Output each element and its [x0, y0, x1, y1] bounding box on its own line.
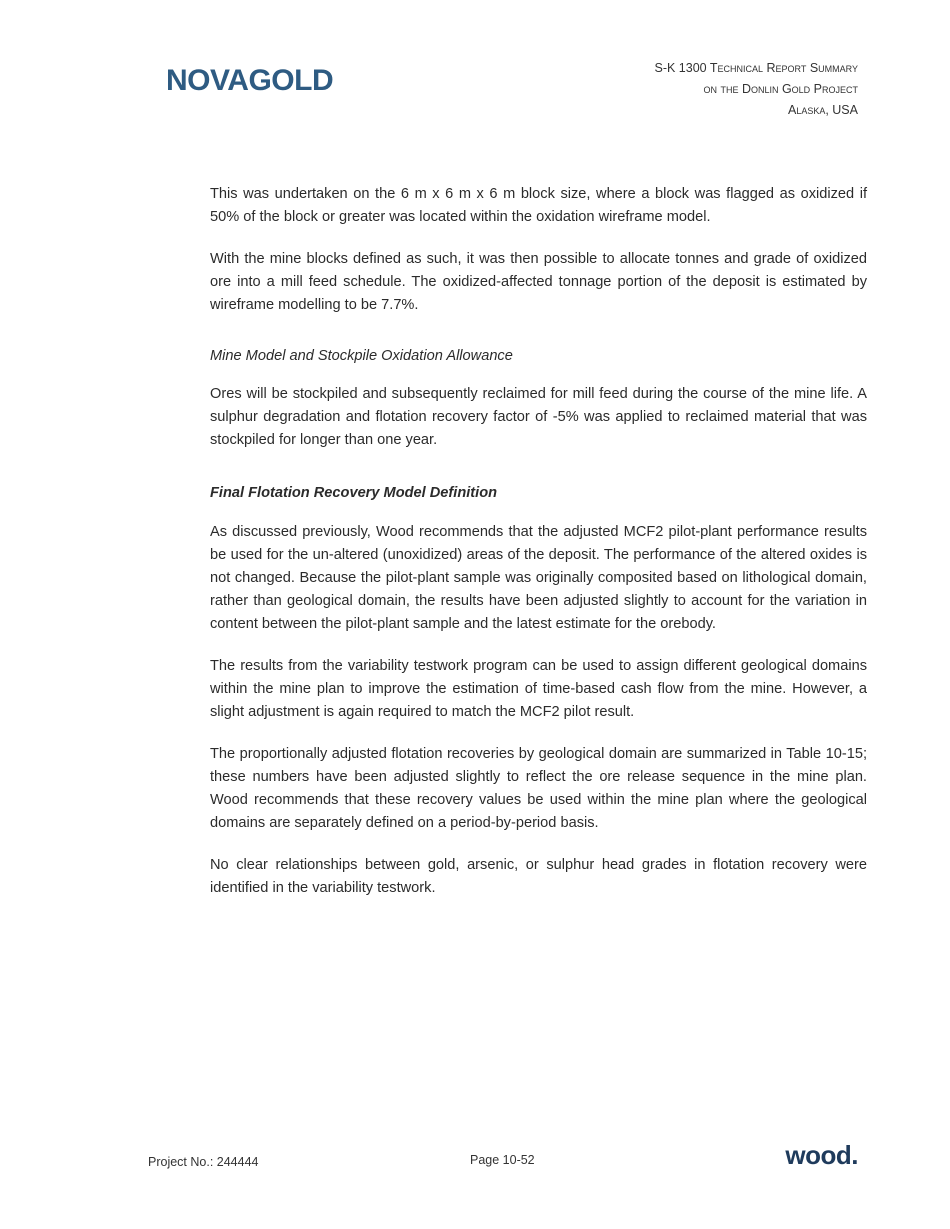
paragraph-adjusted-recoveries: The proportionally adjusted flotation recoveries by geological domain are summarized in Table 10-15; these numbers have been adjusted slightly to reflect the ore release sequence in the mine plan. Wood recommends that these recovery values be used within the mine plan where the geological domains are separately defined on a period-by-period basis.: [210, 746, 867, 831]
header-title-line3: Alaska, USA: [787, 103, 858, 117]
paragraph-variability: The results from the variability testwork program can be used to assign different geological domains within the mine plan to improve the estimation of time-based cash flow from the mine. However, a slight adjustment is again required to match the MCF2 pilot result.: [210, 658, 867, 720]
header-title-line2: on the Donlin Gold Project: [703, 82, 858, 96]
header-title-line1: S-K 1300 Technical Report Summary: [654, 61, 858, 75]
paragraph-stockpile: Ores will be stockpiled and subsequently reclaimed for mill feed during the course of the mine life. A sulphur degradation and flotation recovery factor of -5% was applied to reclaimed material that was stockpiled for longer than one year.: [210, 386, 867, 448]
page-body: [210, 183, 867, 919]
paragraph-block-size: This was undertaken on the 6 m x 6 m x 6 m block size, where a block was flagged as oxidized if 50% of the block or greater was located within the oxidation wireframe model.: [210, 186, 867, 225]
subheading-final-recovery: Final Flotation Recovery Model Definition: [210, 485, 498, 501]
paragraph-no-relationships: No clear relationships between gold, arsenic, or sulphur head grades in flotation recovery were identified in the variability testwork.: [210, 857, 867, 896]
paragraph-mine-blocks: With the mine blocks defined as such, it was then possible to allocate tonnes and grade of oxidized ore into a mill feed schedule. The oxidized-affected tonnage portion of the deposit is estimated by wireframe modelling to be 7.7%.: [210, 251, 867, 313]
subheading-stockpile-oxidation: Mine Model and Stockpile Oxidation Allowance: [210, 348, 513, 364]
novagold-logo: NOVAGOLD: [166, 64, 334, 97]
report-header: [655, 58, 859, 121]
wood-logo: wood.: [785, 1140, 858, 1170]
footer-project-number: Project No.: 244444: [148, 1155, 259, 1169]
paragraph-pilot-plant: As discussed previously, Wood recommends that the adjusted MCF2 pilot-plant performance results be used for the un-altered (unoxidized) areas of the deposit. The performance of the altered oxides is not changed. Because the pilot-plant sample was originally composited based on lithological domain, rather than geological domain, the results have been adjusted slightly to account for the variation in content between the pilot-plant sample and the latest estimate for the orebody.: [210, 524, 867, 632]
footer-page-number: Page 10-52: [470, 1153, 535, 1167]
